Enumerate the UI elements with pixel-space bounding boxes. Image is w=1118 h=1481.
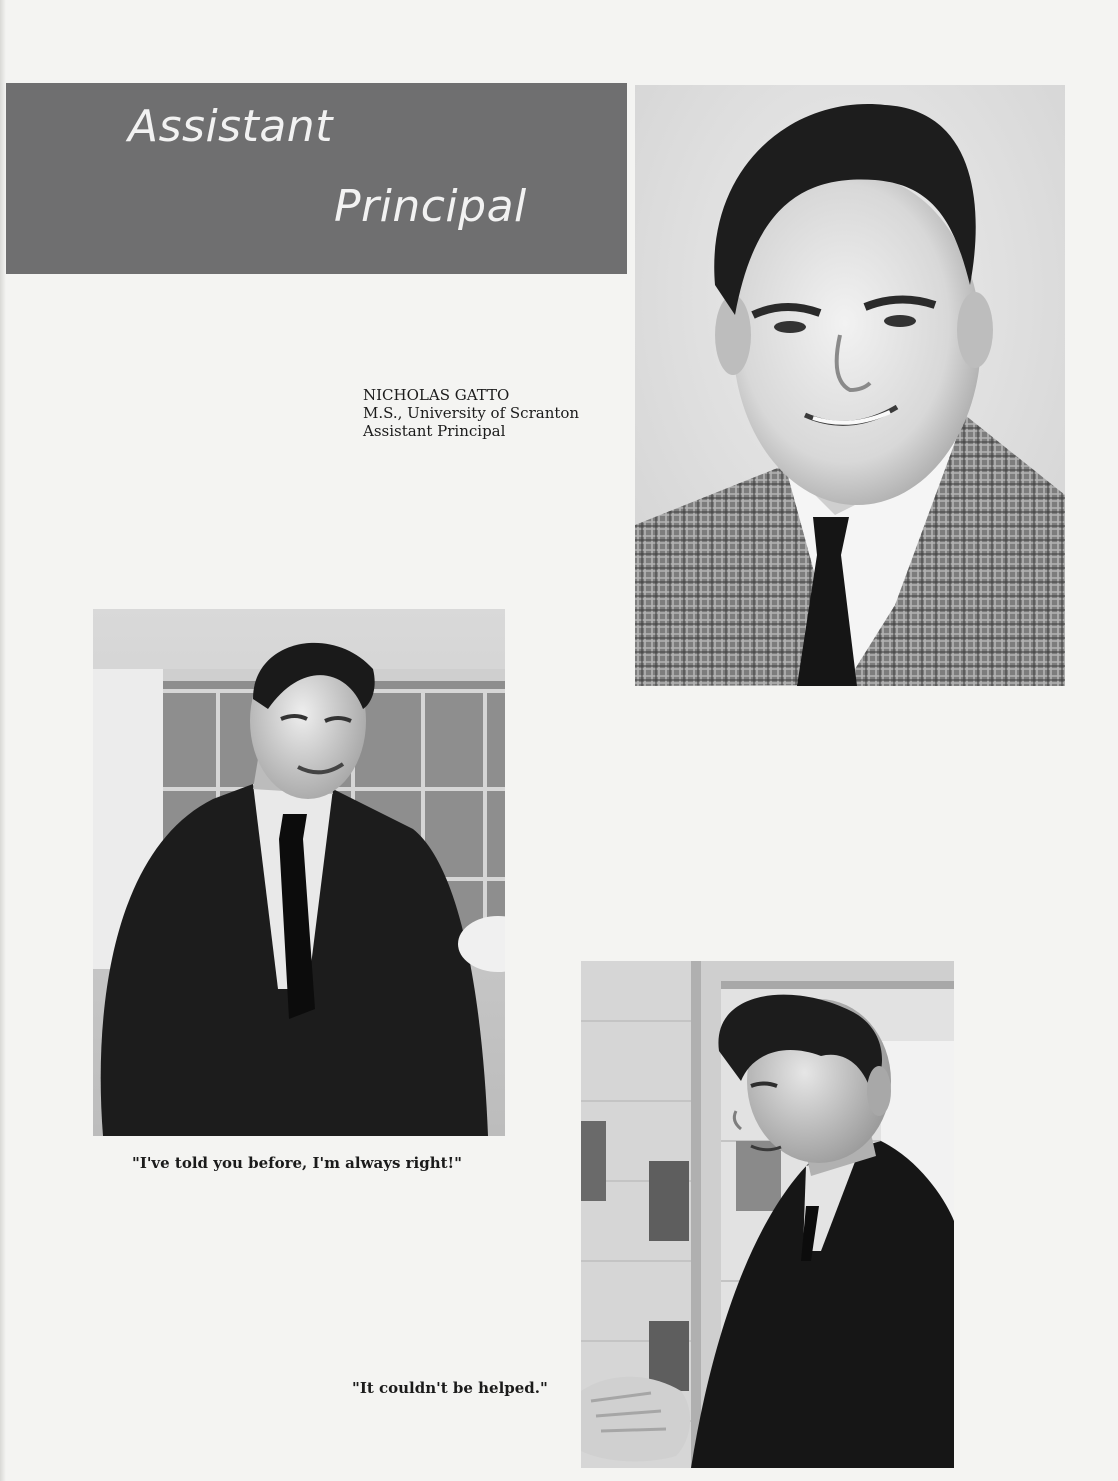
person-degree: M.S., University of Scranton (363, 404, 580, 422)
banner-title-line-1: Assistant (128, 101, 333, 152)
section-banner (6, 83, 627, 274)
candid-photo-office (93, 609, 505, 1136)
caption-left: "I've told you before, I'm always right!" (132, 1154, 462, 1172)
candid-photo-hallway (581, 961, 954, 1468)
banner-title-line-2: Principal (334, 181, 527, 232)
person-title: Assistant Principal (363, 422, 506, 440)
person-info (363, 386, 579, 440)
caption-right: "It couldn't be helped." (352, 1379, 548, 1397)
person-name: NICHOLAS GATTO (363, 386, 510, 404)
portrait-photo (635, 85, 1065, 686)
